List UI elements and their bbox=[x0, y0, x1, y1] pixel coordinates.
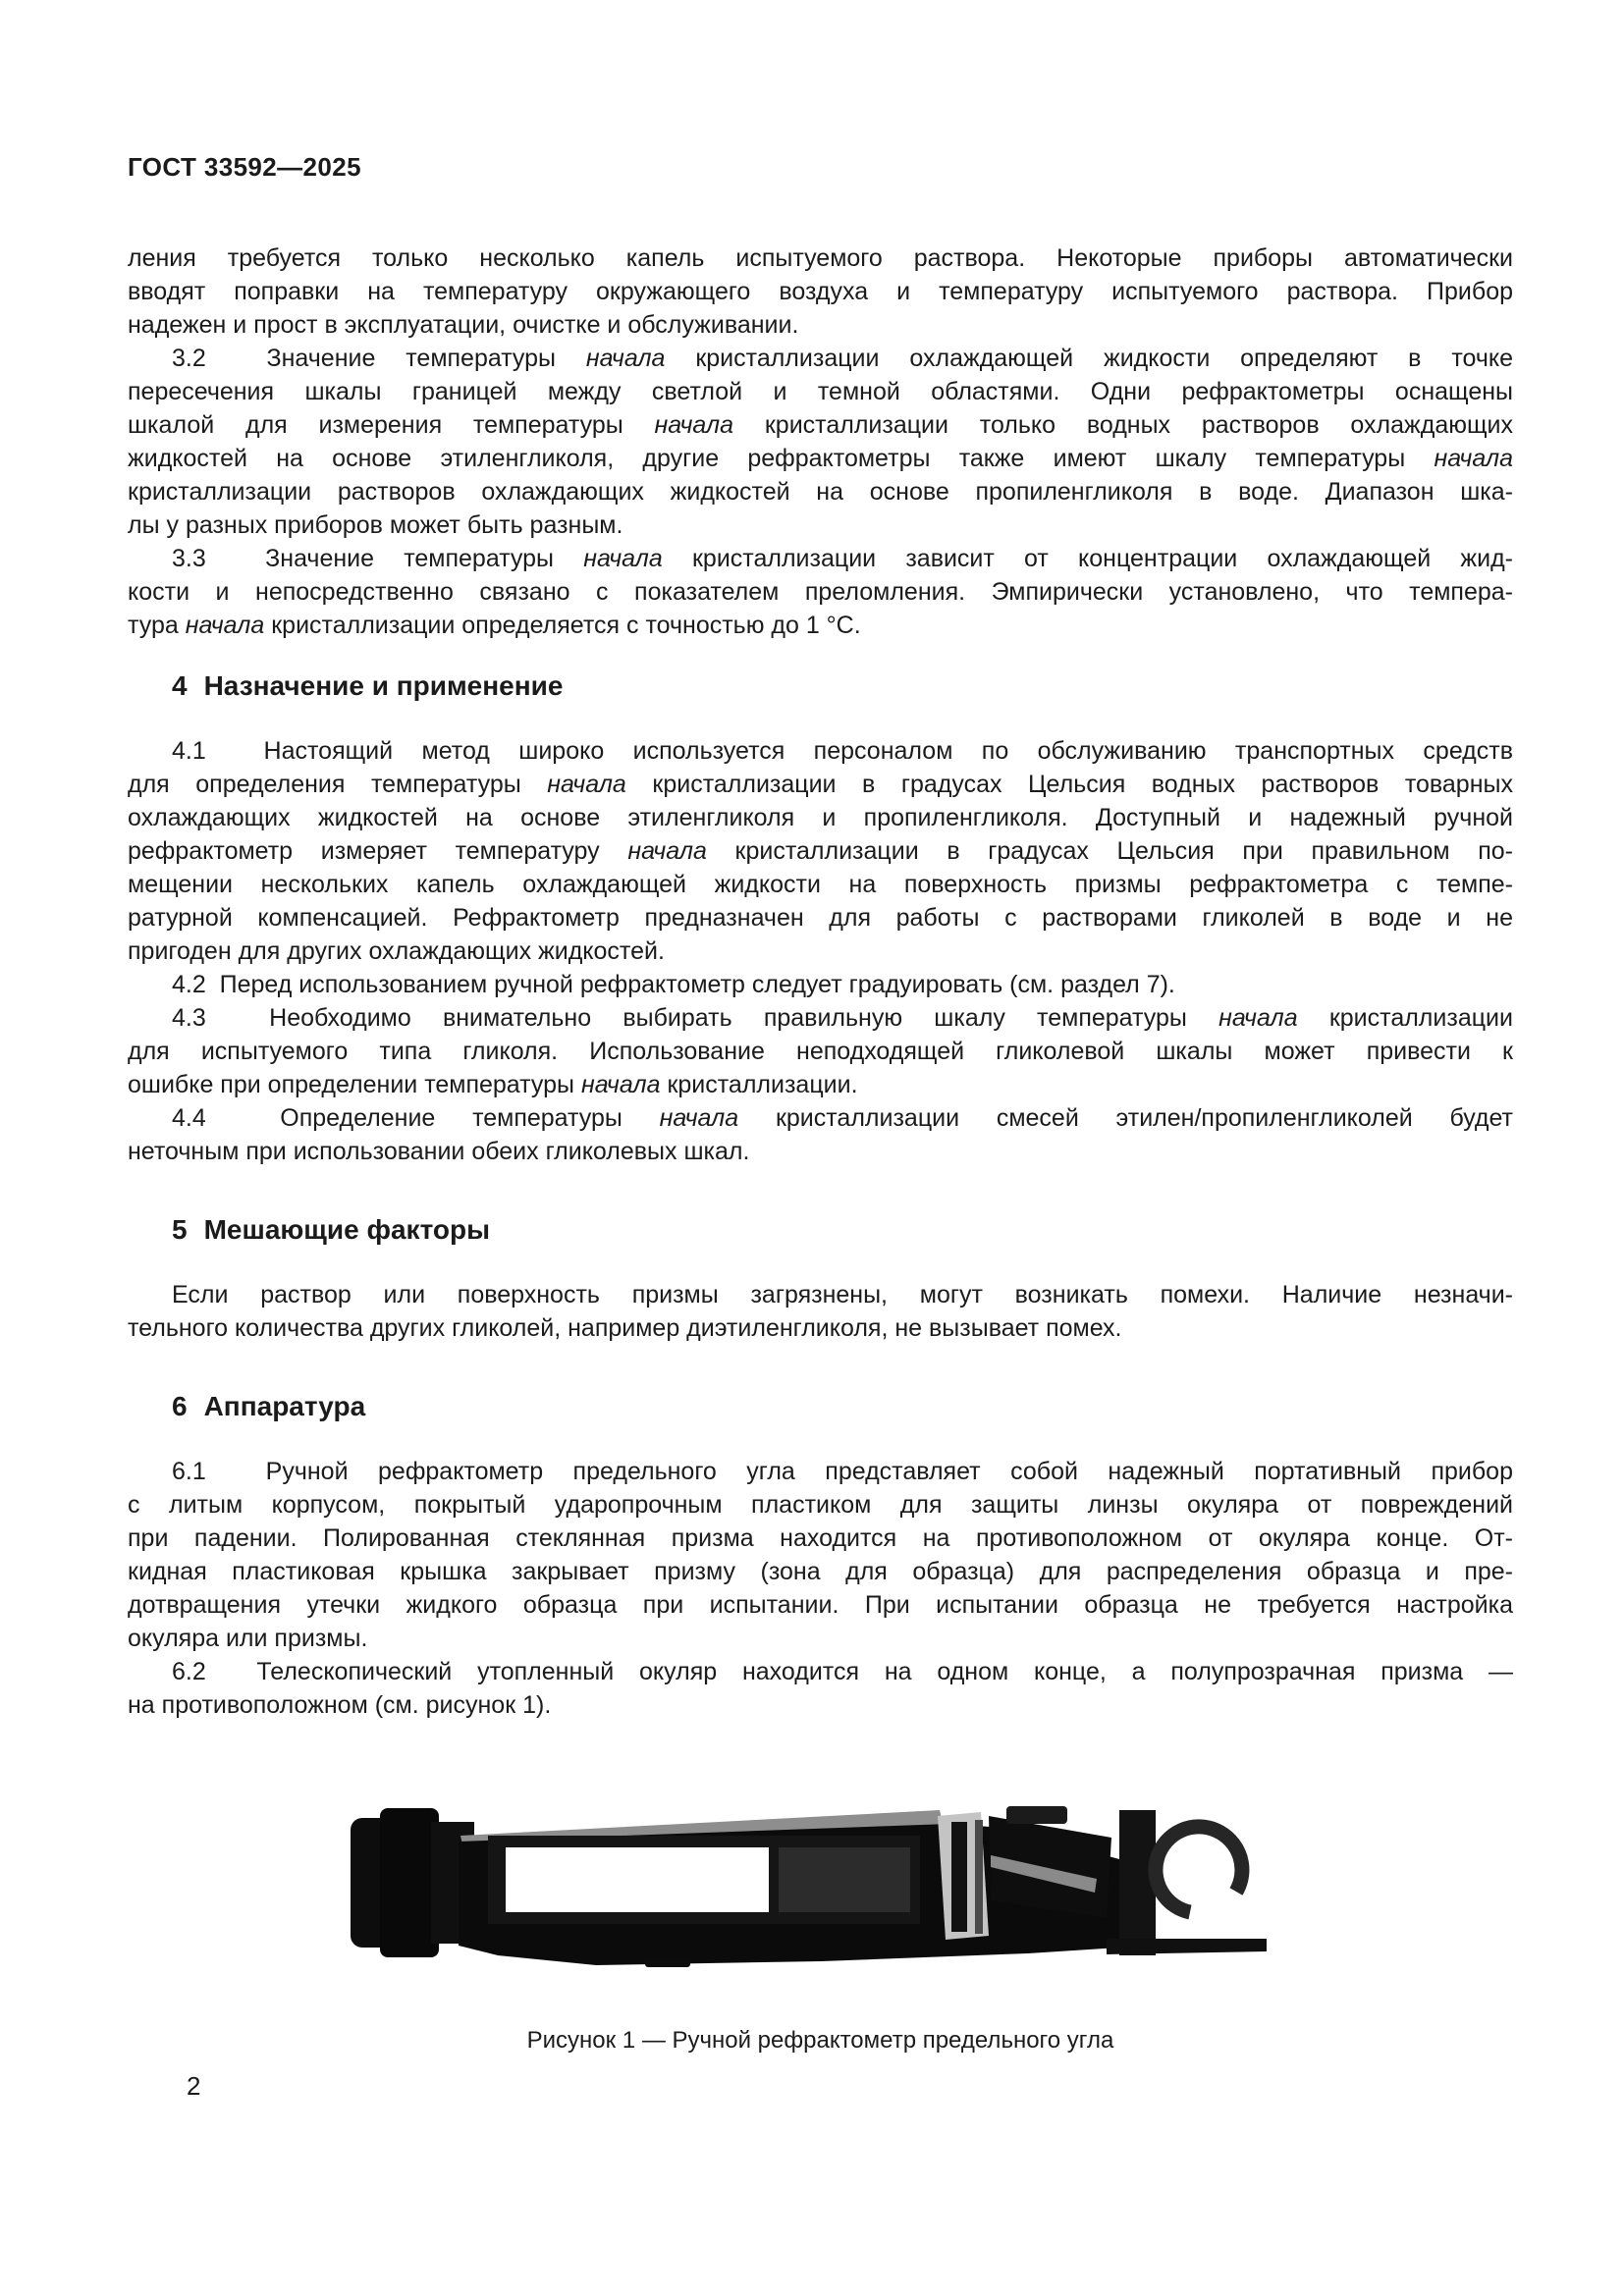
text-line: шкалой для измерения температуры начала кристаллизации только водных растворов охлаждающих bbox=[128, 411, 1514, 439]
text-line: рефрактометр измеряет температуру начала кристаллизации в градусах Цельсия при правильном по- bbox=[128, 837, 1513, 865]
standard-designation: ГОСТ 33592—2025 bbox=[128, 152, 361, 182]
text-line: кости и непосредственно связано с показателем преломления. Эмпирически установлено, что темпера- bbox=[128, 578, 1513, 606]
text-line: пригоден для других охлаждающих жидкостей. bbox=[128, 937, 665, 965]
paragraph bbox=[128, 342, 1513, 542]
section-heading bbox=[128, 1390, 1513, 1423]
paragraph bbox=[128, 542, 1513, 642]
text-line: 4.2 Перед использованием ручной рефрактометр следует градуировать (см. раздел 7). bbox=[172, 971, 1175, 998]
document-body bbox=[128, 241, 1513, 1722]
text-line: окуляра или призмы. bbox=[128, 1625, 368, 1652]
text-line: тура начала кристаллизации определяется с точностью до 1 °С. bbox=[128, 612, 861, 639]
page-content bbox=[128, 152, 1513, 2056]
section-number: 5 bbox=[172, 1214, 188, 1245]
section-heading bbox=[128, 1213, 1513, 1247]
text-line: охлаждающих жидкостей на основе этиленгликоля и пропиленгликоля. Доступный и надежный ручной bbox=[128, 804, 1513, 831]
text-line: 6.2 Телескопический утопленный окуляр находится на одном конце, а полупрозрачная призма — bbox=[172, 1658, 1513, 1685]
text-line: для определения температуры начала кристаллизации в градусах Цельсия водных растворов товарных bbox=[128, 771, 1513, 798]
section-heading bbox=[128, 669, 1513, 703]
text-line: при падении. Полированная стеклянная призма находится на противоположном от окуляра конце. От- bbox=[128, 1524, 1513, 1552]
paragraph bbox=[128, 1655, 1513, 1722]
figure-1-caption: Рисунок 1 — Ручной рефрактометр предельного угла bbox=[526, 2027, 1114, 2054]
text-line: Если раствор или поверхность призмы загрязнены, могут возникать помехи. Наличие незначи- bbox=[172, 1281, 1513, 1308]
text-line: 4.3 Необходимо внимательно выбирать правильную шкалу температуры начала кристаллизации bbox=[172, 1004, 1513, 1032]
text-line: на противоположном (см. рисунок 1). bbox=[128, 1691, 552, 1719]
section-number: 4 bbox=[172, 670, 188, 701]
text-line: 4.1 Настоящий метод широко используется персоналом по обслуживанию транспортных средств bbox=[172, 737, 1513, 765]
paragraph bbox=[128, 1455, 1513, 1655]
paragraph bbox=[128, 241, 1513, 342]
text-line: мещении нескольких капель охлаждающей жидкости на поверхность призмы рефрактометра с темпе- bbox=[128, 871, 1513, 898]
text-line: кидная пластиковая крышка закрывает призму (зона для образца) для распределения образца и пре- bbox=[128, 1558, 1513, 1585]
text-line: ратурной компенсацией. Рефрактометр предназначен для работы с растворами гликолей в воде и не bbox=[128, 904, 1513, 932]
text-line: 4.4 Определение температуры начала кристаллизации смесей этилен/пропиленгликолей будет bbox=[172, 1104, 1514, 1132]
text-line: вводят поправки на температуру окружающего воздуха и температуру испытуемого раствора. Прибор bbox=[128, 278, 1513, 305]
text-line: 3.3 Значение температуры начала кристаллизации зависит от концентрации охлаждающей жид- bbox=[172, 545, 1513, 572]
refractometer-photo bbox=[351, 1798, 1267, 1967]
paragraph bbox=[128, 734, 1513, 968]
text-line: тельного количества других гликолей, например диэтиленгликоля, не вызывает помех. bbox=[128, 1314, 1122, 1342]
text-line: для испытуемого типа гликоля. Использование неподходящей гликолевой шкалы может привести к bbox=[128, 1038, 1513, 1065]
paragraph bbox=[128, 1101, 1513, 1168]
section-title: Назначение и применение bbox=[203, 670, 564, 701]
paragraph bbox=[128, 1001, 1513, 1101]
text-line: с литым корпусом, покрытый ударопрочным пластиком для защиты линзы окуляра от повреждений bbox=[128, 1491, 1513, 1519]
text-line: пересечения шкалы границей между светлой и темной областями. Одни рефрактометры оснащены bbox=[128, 378, 1513, 405]
section-title: Аппаратура bbox=[203, 1391, 366, 1421]
page-number: 2 bbox=[187, 2071, 201, 2101]
text-line: дотвращения утечки жидкого образца при испытании. При испытании образца не требуется настройка bbox=[128, 1591, 1513, 1619]
text-line: ошибке при определении температуры начала кристаллизации. bbox=[128, 1071, 858, 1098]
paragraph bbox=[128, 968, 1513, 1001]
section-number: 6 bbox=[172, 1391, 188, 1421]
section-title: Мешающие факторы bbox=[203, 1214, 491, 1245]
figure-1 bbox=[351, 1798, 1267, 1967]
text-line: неточным при использовании обеих гликолевых шкал. bbox=[128, 1138, 750, 1165]
text-line: надежен и прост в эксплуатации, очистке и обслуживании. bbox=[128, 311, 799, 339]
paragraph bbox=[128, 1278, 1513, 1345]
text-line: кристаллизации растворов охлаждающих жидкостей на основе пропиленгликоля в воде. Диапазон шка- bbox=[128, 478, 1513, 506]
text-line: ления требуется только несколько капель испытуемого раствора. Некоторые приборы автоматически bbox=[128, 244, 1513, 272]
text-line: 3.2 Значение температуры начала кристаллизации охлаждающей жидкости определяют в точке bbox=[172, 345, 1513, 372]
text-line: 6.1 Ручной рефрактометр предельного угла представляет собой надежный портативный прибор bbox=[172, 1458, 1513, 1485]
text-line: лы у разных приборов может быть разным. bbox=[128, 511, 623, 539]
text-line: жидкостей на основе этиленгликоля, другие рефрактометры также имеют шкалу температуры начала bbox=[128, 445, 1513, 472]
